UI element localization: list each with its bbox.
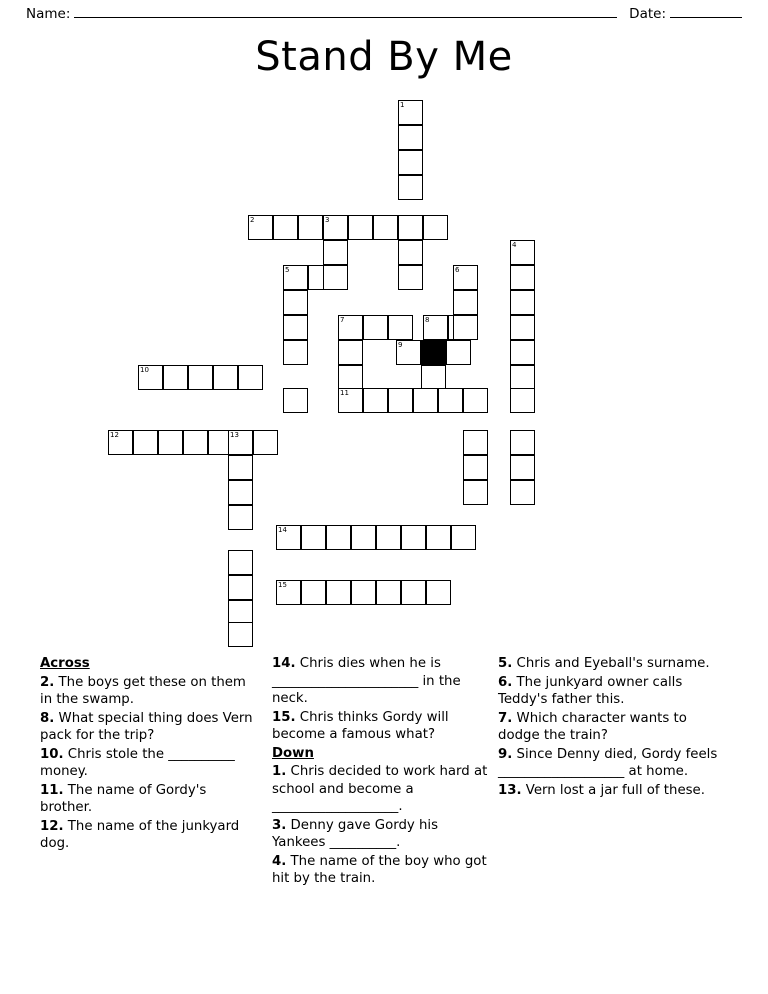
clue-down-6	[498, 674, 726, 709]
grid-cell[interactable]	[510, 240, 535, 265]
grid-cell[interactable]	[421, 365, 446, 390]
grid-cell[interactable]	[301, 580, 326, 605]
grid-cell[interactable]	[376, 580, 401, 605]
grid-cell-number: 15	[278, 581, 287, 589]
across-heading: Across	[40, 656, 90, 671]
grid-cell[interactable]	[510, 388, 535, 413]
clue-number: 1.	[272, 764, 287, 779]
clue-down-7	[498, 710, 726, 745]
grid-cell[interactable]	[253, 430, 278, 455]
grid-cell[interactable]	[446, 340, 471, 365]
grid-cell[interactable]	[423, 215, 448, 240]
grid-cell[interactable]	[463, 388, 488, 413]
grid-cell-number: 6	[455, 266, 460, 274]
grid-cell[interactable]	[376, 525, 401, 550]
grid-cell[interactable]	[510, 290, 535, 315]
clue-down-3	[272, 817, 490, 852]
grid-cell[interactable]	[398, 215, 423, 240]
clue-number: 12.	[40, 818, 64, 834]
student-info-row	[26, 6, 742, 22]
grid-cell[interactable]	[426, 580, 451, 605]
clue-text: Vern lost a jar full of these.	[525, 782, 705, 798]
clue-across-2	[40, 674, 262, 709]
clue-across-10	[40, 746, 262, 781]
grid-cell[interactable]	[283, 388, 308, 413]
grid-cell[interactable]	[228, 480, 253, 505]
grid-cell[interactable]	[388, 388, 413, 413]
grid-cell[interactable]	[463, 455, 488, 480]
grid-cell[interactable]	[228, 505, 253, 530]
grid-cell-number: 14	[278, 526, 287, 534]
grid-cell[interactable]	[248, 215, 273, 240]
grid-cell[interactable]	[283, 315, 308, 340]
clue-text: Chris decided to work hard at school and become a ___________________.	[272, 764, 488, 814]
clue-across-11	[40, 782, 262, 817]
grid-cell[interactable]	[510, 430, 535, 455]
clue-down-4	[272, 853, 490, 888]
clue-text: What special thing does Vern pack for the trip?	[40, 710, 253, 743]
page-title: Stand By Me	[255, 34, 513, 80]
grid-cell[interactable]	[228, 455, 253, 480]
clues-column-1	[40, 655, 262, 854]
grid-cell[interactable]	[276, 580, 301, 605]
date-label: Date:	[629, 6, 666, 22]
grid-cell[interactable]	[401, 525, 426, 550]
clue-number: 4.	[272, 853, 287, 869]
grid-cell[interactable]	[510, 480, 535, 505]
grid-cell[interactable]	[463, 430, 488, 455]
grid-cell[interactable]	[453, 290, 478, 315]
grid-cell[interactable]	[326, 525, 351, 550]
grid-cell[interactable]	[510, 340, 535, 365]
grid-cell-number: 2	[250, 216, 255, 224]
clue-text: The name of the junkyard dog.	[40, 818, 240, 851]
clue-across-8	[40, 710, 262, 745]
grid-cell[interactable]	[298, 215, 323, 240]
clues-column-3	[498, 655, 726, 800]
grid-cell[interactable]	[228, 575, 253, 600]
grid-cell[interactable]	[163, 365, 188, 390]
grid-cell[interactable]	[133, 430, 158, 455]
grid-cell[interactable]	[398, 125, 423, 150]
grid-cell[interactable]	[453, 265, 478, 290]
grid-cell-number: 5	[285, 266, 290, 274]
clue-number: 9.	[498, 746, 513, 762]
grid-cell[interactable]	[398, 150, 423, 175]
clue-text: Chris dies when he is ______________________ in the neck.	[272, 656, 461, 706]
grid-cell[interactable]	[338, 388, 363, 413]
grid-cell[interactable]	[398, 240, 423, 265]
grid-cell[interactable]	[338, 315, 363, 340]
clue-text: Which character wants to dodge the train?	[498, 710, 687, 743]
clue-number: 2.	[40, 674, 55, 690]
grid-cell[interactable]	[363, 388, 388, 413]
grid-cell[interactable]	[228, 622, 253, 647]
grid-cell[interactable]	[138, 365, 163, 390]
date-blank-line[interactable]	[670, 6, 742, 18]
name-label: Name:	[26, 6, 71, 22]
clue-number: 3.	[272, 817, 287, 833]
grid-cell[interactable]	[463, 480, 488, 505]
grid-cell-number: 1	[400, 101, 405, 109]
clue-text: Chris stole the __________ money.	[40, 746, 235, 779]
grid-cell[interactable]	[238, 365, 263, 390]
clue-text: Denny gave Gordy his Yankees __________.	[272, 817, 439, 850]
clue-text: Chris and Eyeball's surname.	[516, 656, 710, 671]
down-heading: Down	[272, 745, 314, 761]
grid-cell[interactable]	[273, 215, 298, 240]
clue-number: 13.	[498, 782, 522, 798]
grid-cell-number: 11	[340, 389, 349, 397]
clue-number: 11.	[40, 782, 64, 798]
grid-cell[interactable]	[510, 365, 535, 390]
clue-across-14	[272, 655, 490, 708]
grid-cell[interactable]	[283, 265, 308, 290]
grid-cell[interactable]	[453, 315, 478, 340]
grid-cell[interactable]	[108, 430, 133, 455]
grid-cell-number: 12	[110, 431, 119, 439]
grid-cell[interactable]	[213, 365, 238, 390]
grid-cell-number: 8	[425, 316, 430, 324]
grid-cell[interactable]	[413, 388, 438, 413]
grid-cell[interactable]	[338, 365, 363, 390]
grid-cell[interactable]	[188, 365, 213, 390]
clue-number: 6.	[498, 674, 513, 690]
clue-down-1	[272, 763, 490, 816]
grid-cell[interactable]	[338, 340, 363, 365]
name-blank-line[interactable]	[74, 6, 617, 18]
grid-cell[interactable]	[283, 290, 308, 315]
grid-cell[interactable]	[348, 215, 373, 240]
grid-cell[interactable]	[276, 525, 301, 550]
grid-cell-number: 9	[398, 341, 403, 349]
clue-text: The junkyard owner calls Teddy's father this.	[498, 674, 683, 707]
grid-cell[interactable]	[426, 525, 451, 550]
clue-text: The name of the boy who got hit by the train.	[272, 853, 487, 886]
grid-cell[interactable]	[283, 340, 308, 365]
crossword-grid[interactable]	[0, 100, 768, 645]
clues-section	[40, 655, 740, 915]
grid-cell[interactable]	[398, 265, 423, 290]
grid-cell-number: 4	[512, 241, 517, 249]
clue-across-15	[272, 709, 490, 744]
grid-cell[interactable]	[323, 240, 348, 265]
grid-cell[interactable]	[323, 265, 348, 290]
grid-cell-number: 3	[325, 216, 330, 224]
clue-number: 7.	[498, 710, 513, 726]
grid-cell[interactable]	[373, 215, 398, 240]
grid-cell[interactable]	[438, 388, 463, 413]
clue-across-12	[40, 818, 262, 853]
grid-cell[interactable]	[351, 580, 376, 605]
grid-cell[interactable]	[326, 580, 351, 605]
clue-text: Since Denny died, Gordy feels ___________________ at home.	[498, 746, 718, 779]
grid-cell[interactable]	[396, 340, 421, 365]
grid-cell[interactable]	[158, 430, 183, 455]
grid-cell[interactable]	[388, 315, 413, 340]
clue-text: The name of Gordy's brother.	[40, 782, 207, 815]
grid-cell[interactable]	[510, 455, 535, 480]
grid-cell[interactable]	[183, 430, 208, 455]
clue-down-13	[498, 782, 726, 800]
grid-cell[interactable]	[423, 315, 448, 340]
grid-cell[interactable]	[363, 315, 388, 340]
grid-cell[interactable]	[510, 265, 535, 290]
clue-number: 15.	[272, 709, 296, 725]
clue-down-5	[498, 655, 726, 673]
clues-column-2	[272, 655, 490, 889]
grid-cell[interactable]	[398, 175, 423, 200]
grid-cell-number: 7	[340, 316, 345, 324]
clue-number: 5.	[498, 656, 513, 671]
clue-text: The boys get these on them in the swamp.	[40, 674, 246, 707]
grid-cell[interactable]	[228, 430, 253, 455]
grid-cell[interactable]	[301, 525, 326, 550]
clue-number: 10.	[40, 746, 64, 762]
grid-cell[interactable]	[510, 315, 535, 340]
grid-cell[interactable]	[401, 580, 426, 605]
grid-cell[interactable]	[228, 550, 253, 575]
grid-cell-blocked	[421, 340, 446, 365]
clue-number: 14.	[272, 656, 296, 671]
clue-number: 8.	[40, 710, 55, 726]
grid-cell-number: 13	[230, 431, 239, 439]
clue-text: Chris thinks Gordy will become a famous what?	[272, 709, 449, 742]
grid-cell-number: 10	[140, 366, 149, 374]
grid-cell[interactable]	[398, 100, 423, 125]
grid-cell[interactable]	[323, 215, 348, 240]
grid-cell[interactable]	[351, 525, 376, 550]
clue-down-9	[498, 746, 726, 781]
grid-cell[interactable]	[451, 525, 476, 550]
